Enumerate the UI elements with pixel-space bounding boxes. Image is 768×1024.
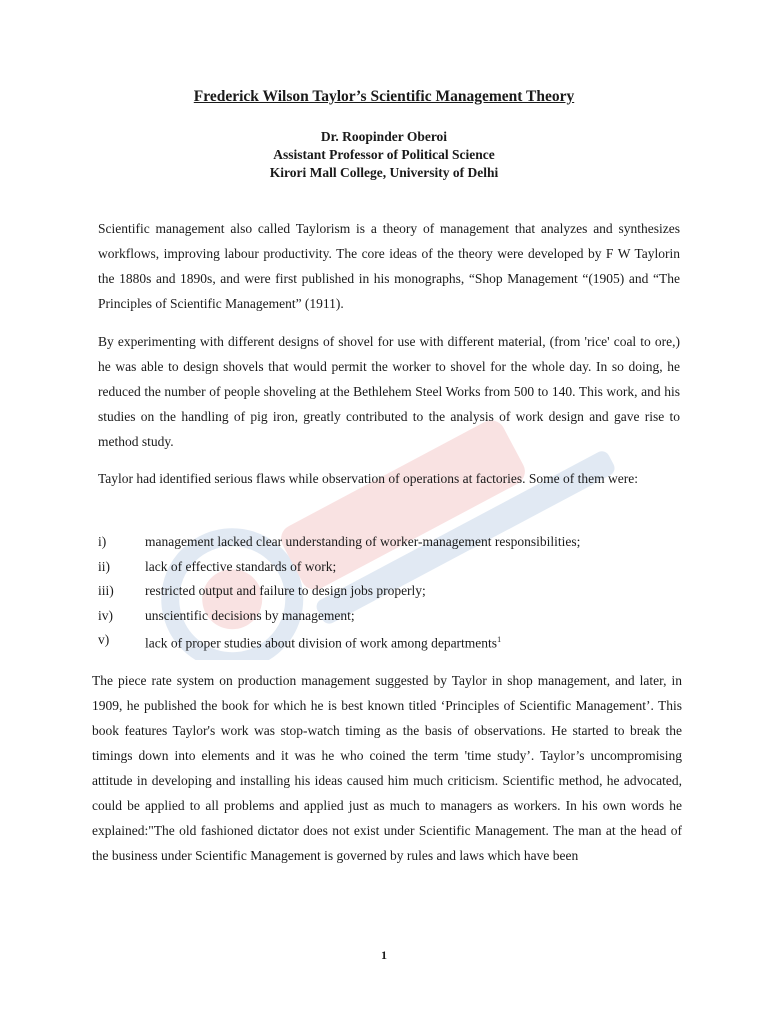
list-marker: iii): [98, 583, 114, 598]
flaws-list: [98, 530, 680, 656]
list-item-text: management lacked clear understanding of worker-management responsibilities;: [145, 534, 581, 549]
author-affiliation: Kirori Mall College, University of Delhi: [269, 165, 499, 180]
list-item: [98, 530, 680, 555]
list-marker: i): [98, 534, 107, 549]
list-item: [98, 604, 680, 629]
paragraph-flaws-intro: Taylor had identified serious flaws while observation of operations at factories. Some of them were:: [98, 471, 639, 486]
paragraph-intro: Scientific management also called Taylorism is a theory of management that analyzes and synthesizes workflows, improving labour productivity. The core ideas of the theory were developed by F W Taylorin the 1880s and 1890s, and were first published in his monographs, “Shop Management “(1905) and “The Principles of Scientific Management” (1911).: [98, 221, 680, 311]
paragraph-piece-rate: The piece rate system on production management suggested by Taylor in shop management, and later, in 1909, he published the book for which he is best known titled ‘Principles of Scientific Management’. This book features Taylor's work was stop-watch timing as the basis of observations. He started to break the timings down into elements and it was he who coined the term 'time study’. Taylor’s uncompromising attitude in developing and installing his ideas caused him much criticism. Scientific method, he advocated, could be applied to all problems and applied just as much to managers as workers. In his own words he explained:"The old fashioned dictator does not exist under Scientific Management. The man at the head of the business under Scientific Management is governed by rules and laws which have been: [92, 673, 682, 863]
list-item-text: unscientific decisions by management;: [145, 607, 355, 623]
list-item: [98, 555, 680, 580]
footnote-reference[interactable]: 1: [497, 635, 502, 644]
list-marker: v): [98, 632, 110, 647]
list-item: [98, 628, 680, 656]
page-number: 1: [381, 948, 387, 962]
list-marker: ii): [98, 558, 110, 574]
list-item: [98, 579, 680, 604]
author-name: Dr. Roopinder Oberoi: [320, 129, 448, 144]
document-title: Frederick Wilson Taylor’s Scientific Management Theory: [193, 88, 575, 105]
list-marker: iv): [98, 607, 113, 623]
author-position: Assistant Professor of Political Science: [273, 147, 495, 162]
list-item-text: lack of proper studies about division of work among departments: [145, 635, 498, 651]
author-block: [0, 128, 768, 182]
list-item-text: restricted output and failure to design jobs properly;: [145, 583, 426, 598]
paragraph-shovel: By experimenting with different designs of shovel for use with different material, (from 'rice' coal to ore,) he was able to design shovels that would permit the worker to shovel for the whole day. In so doing, he reduced the number of people shoveling at the Bethlehem Steel Works from 500 to 140. This work, and his studies on the handling of pig iron, greatly contributed to the analysis of work design and gave rise to method study.: [98, 334, 680, 449]
list-item-text: lack of effective standards of work;: [145, 558, 337, 574]
